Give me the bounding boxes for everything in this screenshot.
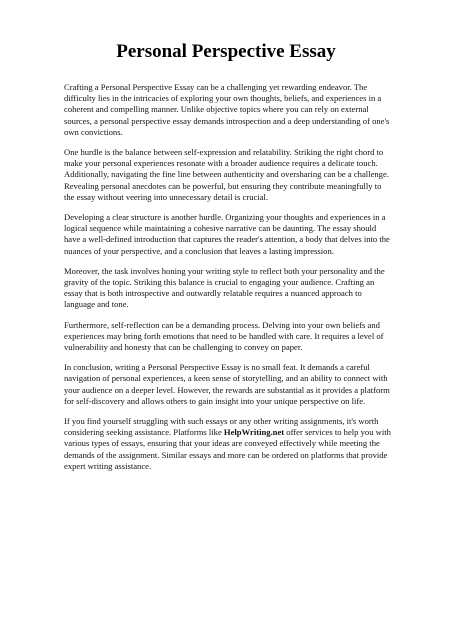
paragraph-3: Developing a clear structure is another hurdle. Organizing your thoughts and experiences in a logical sequence while maintaining a cohesive narrative can be daunting. The essay should have a well-defined introduction that captures the reader's attention, a body that delves into the nuances of your perspective, and a conclusion that leaves a lasting impression. bbox=[64, 212, 390, 256]
paragraph-5: Furthermore, self-reflection can be a demanding process. Delving into your own beliefs and experiences may bring forth emotions that need to be handled with care. It requires a level of vulnerability and honesty that can be challenging to convey on paper. bbox=[64, 319, 384, 353]
essay-body bbox=[64, 82, 394, 481]
page-title: Personal Perspective Essay bbox=[116, 41, 336, 62]
paragraph-7-end: offer services to help you with various types of essays, ensuring that your ideas are conveyed effectively while meeting the demands of the assignment. Similar essays and more can be ordered on platforms that provide expert writing assistance. bbox=[64, 427, 391, 471]
paragraph-2: One hurdle is the balance between self-expression and relatability. Striking the right chord to make your personal experiences resonate with a broader audience requires a delicate touch. Additionally, navigating the fine line between authenticity and oversharing can be a challenge. Revealing personal anecdotes can be powerful, but ensuring they contribute meaningfully to the essay without veering into unnecessary detail is crucial. bbox=[64, 147, 389, 202]
paragraph-7-start: If you find yourself struggling with such essays or any other writing assignments, it's worth considering seeking assistance. Platforms like bbox=[64, 416, 379, 438]
paragraph-4: Moreover, the task involves honing your writing style to reflect both your personality and the gravity of the topic. Striking this balance is crucial to engaging your audience. Crafting an essay that is both introspective and outwardly relatable requires a nuanced approach to language and tone. bbox=[64, 265, 385, 310]
paragraph-6: In conclusion, writing a Personal Perspective Essay is no small feat. It demands a careful navigation of personal experiences, a keen sense of storytelling, and an ability to connect with your audience on a deeper level. However, the rewards are substantial as it provides a platform for self-discovery and allows others to gain insight into your unique perspective on life. bbox=[64, 362, 390, 406]
helpwriting-link[interactable]: HelpWriting.net bbox=[223, 427, 285, 438]
paragraph-7 bbox=[64, 416, 394, 472]
paragraph-1: Crafting a Personal Perspective Essay can be a challenging yet rewarding endeavor. The difficulty lies in the intricacies of exploring your own thoughts, beliefs, and experiences in a coherent and compelling manner. Unlike objective topics where you can rely on external sources, a personal perspective essay demands introspection and a deep understanding of one's own convictions. bbox=[64, 82, 390, 137]
